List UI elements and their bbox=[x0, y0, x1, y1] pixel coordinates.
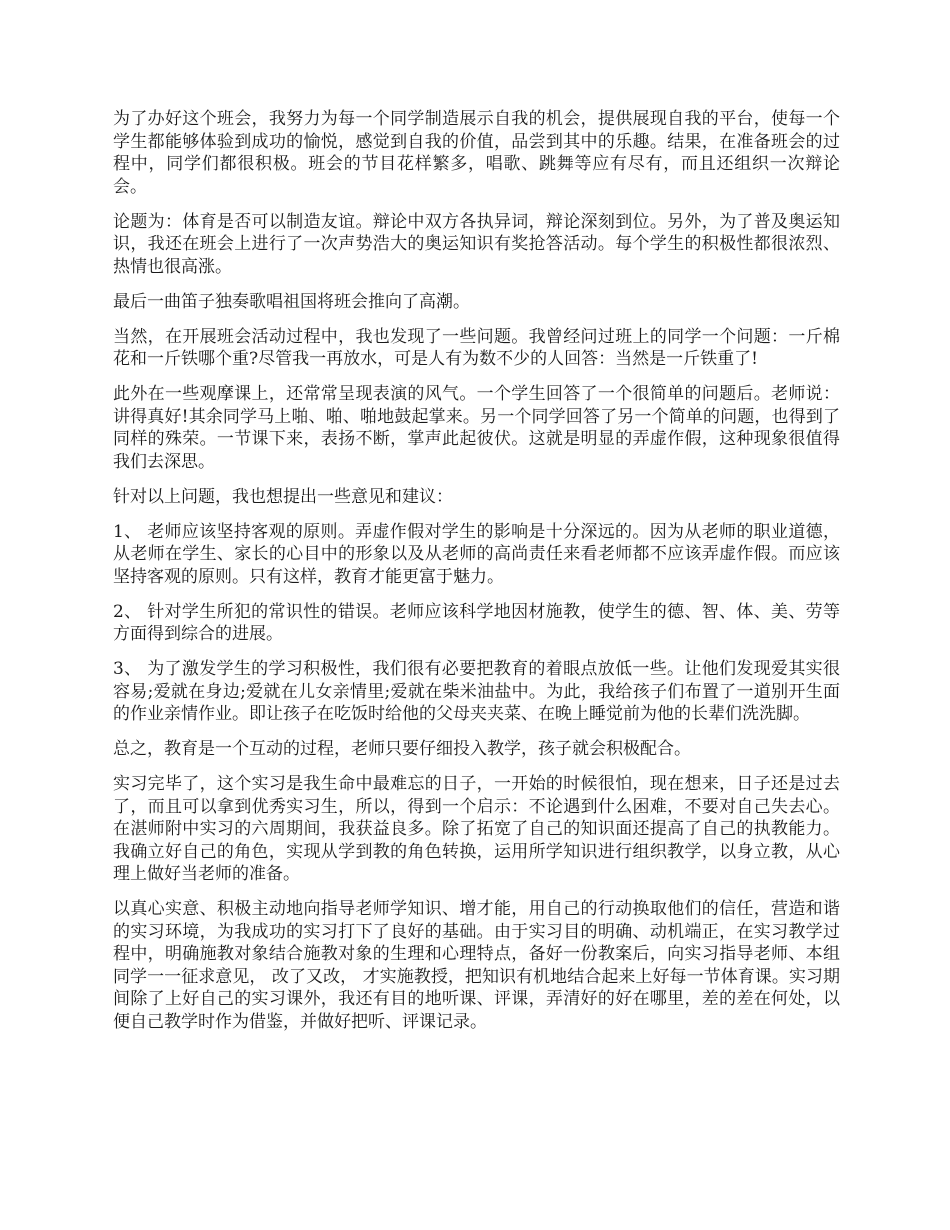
paragraph-2: 论题为：体育是否可以制造友谊。辩论中双方各执异词，辩论深刻到位。另外，为了普及奥运知识，我还在班会上进行了一次声势浩大的奥运知识有奖抢答活动。每个学生的积极性都很浓烈、热情也很高涨。 bbox=[113, 211, 840, 277]
paragraph-6: 针对以上问题，我也想提出一些意见和建议： bbox=[113, 486, 453, 507]
document-body bbox=[113, 108, 840, 1046]
paragraph-1: 为了办好这个班会，我努力为每一个同学制造展示自我的机会，提供展现自我的平台，使每一个学生都能够体验到成功的愉悦，感觉到自我的价值，品尝到其中的乐趣。结果，在准备班会的过程中，同学们都很积极。班会的节目花样繁多，唱歌、跳舞等应有尽有，而且还组织一次辩论会。 bbox=[113, 109, 840, 197]
paragraph-10: 总之，教育是一个互动的过程，老师只要仔细投入教学，孩子就会积极配合。 bbox=[113, 739, 691, 759]
list-item-2: 2、 针对学生所犯的常识性的错误。老师应该科学地因材施教，使学生的德、智、体、美、劳等方面得到综合的进展。 bbox=[113, 601, 840, 644]
paragraph-5: 此外在一些观摩课上，还常常呈现表演的风气。一个学生回答了一个很简单的问题后。老师说：讲得真好!其余同学马上啪、啪、啪地鼓起掌来。另一个同学回答了另一个简单的问题，也得到了同样的殊荣。一节课下来，表扬不断，掌声此起彼伏。这就是明显的弄虚作假，这种现象很值得我们去深思。 bbox=[113, 384, 840, 472]
list-item-1: 1、 老师应该坚持客观的原则。弄虚作假对学生的影响是十分深远的。因为从老师的职业道德，从老师在学生、家长的心目中的形象以及从老师的高尚责任来看老师都不应该弄虚作假。而应该坚持客观的原则。只有这样，教育才能更富于魅力。 bbox=[113, 521, 840, 587]
paragraph-3: 最后一曲笛子独奏歌唱祖国将班会推向了高潮。 bbox=[113, 291, 470, 312]
paragraph-11: 实习完毕了，这个实习是我生命中最难忘的日子，一开始的时候很怕，现在想来，日子还是过去了，而且可以拿到优秀实习生，所以，得到一个启示：不论遇到什么困难，不要对自己失去心。在湛师附中实习的六周期间，我获益良多。除了拓宽了自己的知识面还提高了自己的执教能力。 我确立好自己的角色，实现从学到教的角色转换，运用所学知识进行组织教学，以身立教，从心理上做好当老师的准备。 bbox=[113, 774, 840, 884]
paragraph-12: 以真心实意、积极主动地向指导老师学知识、增才能，用自己的行动换取他们的信任，营造和谐的实习环境，为我成功的实习打下了良好的基础。由于实习目的明确、动机端正，在实习教学过程中，明确施教对象结合施教对象的生理和心理特点，备好一份教案后，向实习指导老师、本组同学一一征求意见， 改了又改， 才实施教授，把知识有机地结合起来上好每一节体育课。实习期间除了上好自己的实习课外，我还有目的地听课、评课，弄清好的好在哪里，差的差在何处，以便自己教学时作为借鉴，并做好把听、评课记录。 bbox=[113, 899, 840, 1032]
paragraph-4: 当然，在开展班会活动过程中，我也发现了一些问题。我曾经问过班上的同学一个问题：一斤棉花和一斤铁哪个重?尽管我一再放水，可是人有为数不少的人回答：当然是一斤铁重了! bbox=[113, 326, 840, 369]
list-item-3: 3、 为了激发学生的学习积极性，我们很有必要把教育的着眼点放低一些。让他们发现爱其实很容易;爱就在身边;爱就在儿女亲情里;爱就在柴米油盐中。为此，我给孩子们布置了一道别开生面的作业亲情作业。即让孩子在吃饭时给他的父母夹夹菜、在晚上睡觉前为他的长辈们洗洗脚。 bbox=[113, 659, 840, 724]
